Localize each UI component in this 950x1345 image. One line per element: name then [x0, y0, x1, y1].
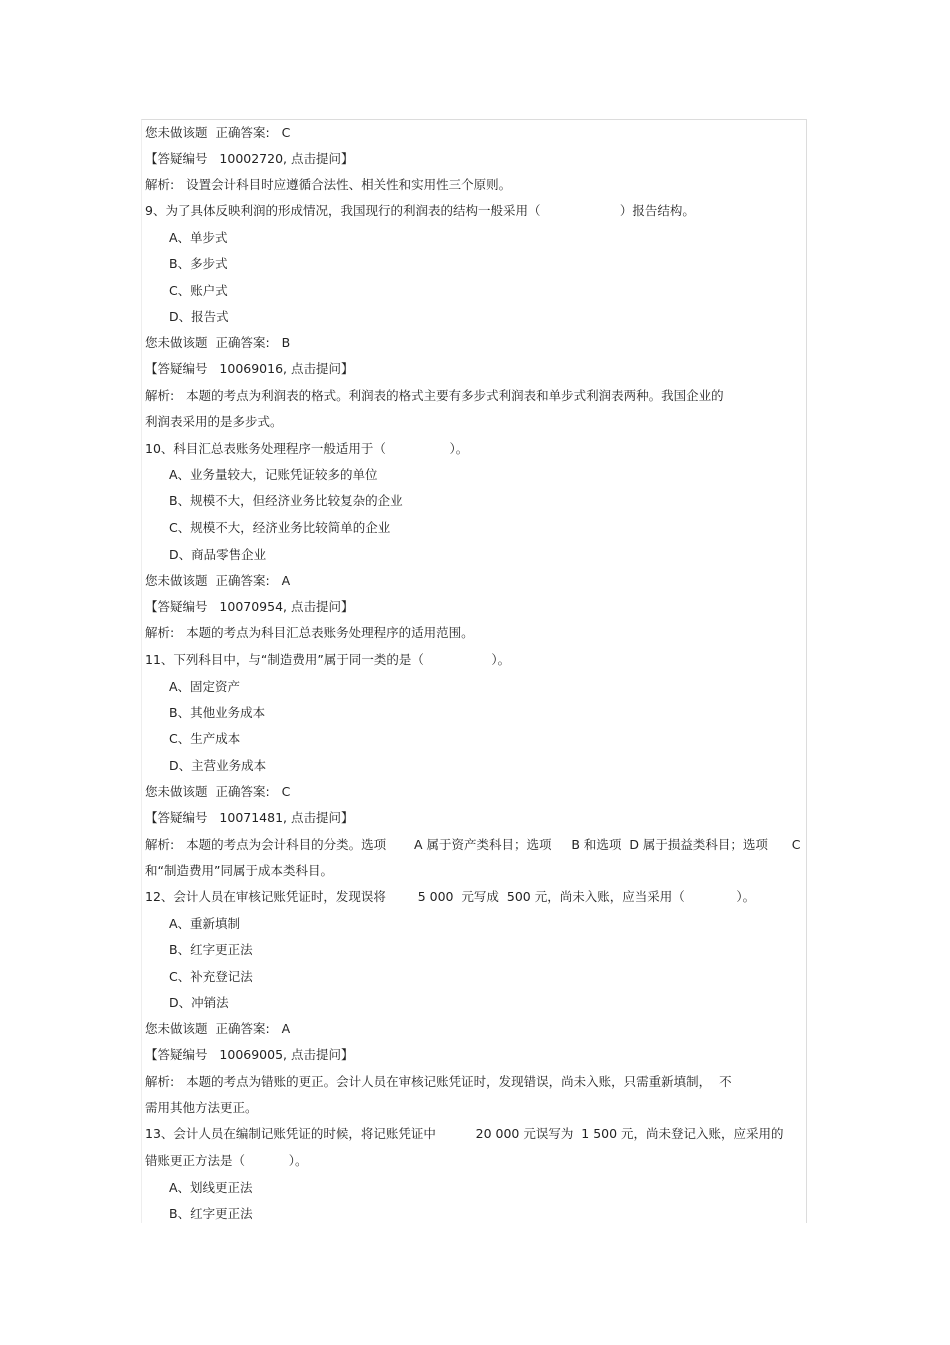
answer-status: 您未做该题 正确答案: A	[145, 573, 291, 588]
answer-option: C、规模不大，经济业务比较简单的企业	[169, 520, 391, 535]
text-line: 需用其他方法更正。	[145, 1100, 258, 1115]
answer-option: B、规模不大，但经济业务比较复杂的企业	[169, 493, 403, 508]
question-ask-link[interactable]: 【答疑编号 10070954, 点击提问】	[145, 599, 354, 614]
question-ask-link[interactable]: 【答疑编号 10071481, 点击提问】	[145, 810, 354, 825]
explanation-text: 解析: 本题的考点为会计科目的分类。选项 A 属于资产类科目；选项 B 和选项 D 属于损益类科目；选项 C	[145, 837, 801, 852]
answer-option: D、冲销法	[169, 995, 229, 1010]
answer-option: A、业务量较大，记账凭证较多的单位	[169, 467, 378, 482]
answer-status: 您未做该题 正确答案: B	[145, 335, 291, 350]
answer-option: B、红字更正法	[169, 1206, 253, 1221]
answer-option: B、多步式	[169, 256, 228, 271]
answer-option: B、红字更正法	[169, 942, 253, 957]
answer-option: B、其他业务成本	[169, 705, 266, 720]
question-ask-link[interactable]: 【答疑编号 10069005, 点击提问】	[145, 1047, 354, 1062]
question-text: 13、会计人员在编制记账凭证的时候，将记账凭证中 20 000 元误写为 1 500 元，尚未登记入账，应采用的	[145, 1126, 784, 1141]
question-ask-link[interactable]: 【答疑编号 10002720, 点击提问】	[145, 151, 354, 166]
explanation-text: 解析: 本题的考点为科目汇总表账务处理程序的适用范围。	[145, 625, 474, 640]
answer-option: D、主营业务成本	[169, 758, 267, 773]
answer-option: A、重新填制	[169, 916, 241, 931]
answer-status: 您未做该题 正确答案: C	[145, 784, 291, 799]
question-text: 11、下列科目中，与“制造费用”属于同一类的是（ ）。	[145, 652, 511, 667]
question-ask-link[interactable]: 【答疑编号 10069016, 点击提问】	[145, 361, 354, 376]
text-line: 错账更正方法是（ ）。	[145, 1153, 308, 1168]
answer-option: C、账户式	[169, 283, 228, 298]
text-line: 和“制造费用”同属于成本类科目。	[145, 863, 333, 878]
answer-option: C、生产成本	[169, 731, 241, 746]
answer-status: 您未做该题 正确答案: A	[145, 1021, 291, 1036]
explanation-text: 解析: 本题的考点为错账的更正。会计人员在审核记账凭证时，发现错误，尚未入账，只需重新填制， 不	[145, 1074, 732, 1089]
explanation-text: 解析: 设置会计科目时应遵循合法性、相关性和实用性三个原则。	[145, 177, 512, 192]
answer-option: D、报告式	[169, 309, 229, 324]
question-text: 10、科目汇总表账务处理程序一般适用于（ ）。	[145, 441, 469, 456]
question-text: 12、会计人员在审核记账凭证时，发现误将 5 000 元写成 500 元，尚未入账，应当采用（ ）。	[145, 889, 756, 904]
answer-option: C、补充登记法	[169, 969, 253, 984]
answer-option: A、固定资产	[169, 679, 241, 694]
answer-option: A、单步式	[169, 230, 228, 245]
text-line: 利润表采用的是多步式。	[145, 414, 283, 429]
answer-option: D、商品零售企业	[169, 547, 267, 562]
question-text: 9、为了具体反映利润的形成情况，我国现行的利润表的结构一般采用（ ）报告结构。	[145, 203, 695, 218]
explanation-text: 解析: 本题的考点为利润表的格式。利润表的格式主要有多步式利润表和单步式利润表两种。我国企业的	[145, 388, 724, 403]
answer-option: A、划线更正法	[169, 1180, 253, 1195]
answer-status: 您未做该题 正确答案: C	[145, 125, 291, 140]
